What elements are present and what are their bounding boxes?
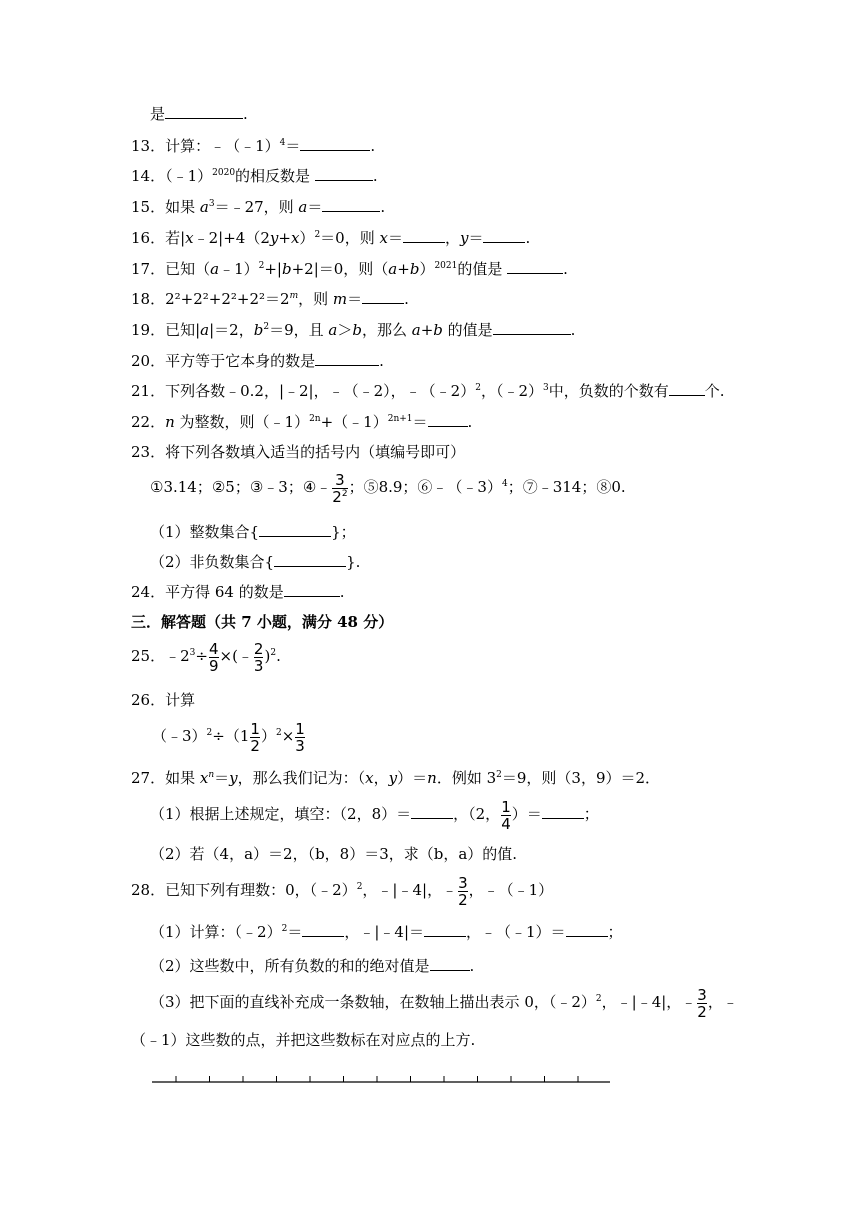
answer-blank[interactable] <box>362 289 404 304</box>
answer-blank[interactable] <box>315 166 373 181</box>
answer-blank[interactable] <box>302 922 344 937</box>
answer-blank[interactable] <box>507 259 563 274</box>
q12-tail: 是 . <box>150 105 248 123</box>
answer-blank[interactable] <box>542 804 584 819</box>
question-14: 14．（﹣1）$^{2020}$的相反数是 . <box>131 167 378 185</box>
question-21: 21．下列各数﹣0.2，|﹣2|，﹣（﹣2），﹣（﹣2）$^2$，（﹣2）$^3$中，负数的个数有 个. <box>131 382 725 400</box>
question-27-sub1: （1）根据上述规定，填空：（2，8）＝ ，（2， $\frac{1}{4}$ ）＝ ； <box>150 797 599 833</box>
question-17: 17．已知（a﹣1）$^2$+|b+2|＝0，则$(a+b)^{2021}$的值是 . <box>131 260 568 278</box>
question-23-sub1: （1）整数集合{ }； <box>150 523 356 541</box>
question-23-items: ①3.14；②5；③﹣3；④﹣ $\frac{3}{2^2}$ ；⑤8.9；⑥﹣（﹣3）$^4$；⑦﹣314；⑧0. <box>150 470 626 506</box>
question-28-sub2: （2）这些数中，所有负数的和的绝对值是 . <box>150 957 475 975</box>
question-28-sub3: （3）把下面的直线补充成一条数轴，在数轴上描出表示 0，（﹣2）$^2$，﹣|﹣4|，﹣ $\frac{3}{2}$ ，﹣ <box>150 985 738 1021</box>
answer-blank[interactable] <box>428 412 468 427</box>
answer-blank[interactable] <box>259 522 331 537</box>
answer-blank[interactable] <box>411 804 453 819</box>
question-28: 28．已知下列有理数：0，（﹣2）$^2$，﹣|﹣4|，﹣ $\frac{3}{2}$ ，﹣（﹣1） <box>131 873 554 909</box>
question-23: 23．将下列各数填入适当的括号内（填编号即可） <box>131 443 466 461</box>
question-24: 24．平方得 64 的数是 . <box>131 583 345 601</box>
answer-blank[interactable] <box>300 136 370 151</box>
answer-blank-y[interactable] <box>483 228 525 243</box>
number-line-ticks <box>176 1076 578 1082</box>
question-20: 20．平方等于它本身的数是 . <box>131 352 384 370</box>
section-heading: 三．解答题（共 7 小题，满分 48 分） <box>131 613 394 631</box>
answer-blank[interactable] <box>669 381 705 396</box>
answer-blank[interactable] <box>284 582 340 597</box>
question-26: 26．计算 <box>131 691 196 709</box>
answer-blank[interactable] <box>424 922 466 937</box>
number-line[interactable] <box>152 1072 610 1084</box>
question-15: 15．如果 $a^3=﹣27$，则 a＝ . <box>131 198 386 216</box>
question-13: 13．计算：﹣（﹣1）$^4$＝ . <box>131 137 376 155</box>
answer-blank[interactable] <box>274 552 346 567</box>
question-16: 16．若$|x﹣2|+4(2y+x)^2=0$，则 x＝ ，y＝ . <box>131 229 531 247</box>
answer-blank[interactable] <box>322 197 380 212</box>
question-27-sub2: （2）若（4，a）＝2，（b，8）＝3，求（b，a）的值. <box>150 845 518 863</box>
question-26-expr: （﹣3）$^2$÷（1 $\frac{1}{2}$ ）$^2$× $\frac{1}{3}$ <box>152 719 305 755</box>
fraction: $\frac{3}{2^2}$ <box>332 470 348 506</box>
question-18: 18．$2^2+2^2+2^2+2^2=2^m$，则 m＝ . <box>131 290 409 308</box>
question-23-sub2: （2）非负数集合{ }. <box>150 553 361 571</box>
question-19: 19．已知|a|＝2，$b^2=9$，且 a＞b，那么 a+b 的值是 . <box>131 321 576 339</box>
answer-blank[interactable] <box>315 351 379 366</box>
question-22: 22．n 为整数，则（﹣1）$^{2n}$+（﹣1）$^{2n+1}$＝ . <box>131 413 473 431</box>
question-28-sub1: （1）计算：（﹣2）$^2$＝ ，﹣|﹣4|＝ ，﹣（﹣1）＝ ； <box>150 923 623 941</box>
answer-blank[interactable] <box>430 956 470 971</box>
answer-blank-x[interactable] <box>403 228 445 243</box>
answer-blank[interactable] <box>566 922 608 937</box>
answer-blank[interactable] <box>493 320 571 335</box>
question-27: 27．如果 $x^n=y$，那么我们记为：（x，y）＝n．例如 $3^2=9$，则（3，9）＝2． <box>131 769 661 787</box>
question-28-sub3-cont: （﹣1）这些数的点，并把这些数标在对应点的上方. <box>131 1031 476 1049</box>
question-25: 25．$﹣2^3\div$ $\frac{4}{9}$ ×(﹣ $\frac{2}{3}$ )$^2$. <box>131 639 281 675</box>
answer-blank[interactable] <box>165 104 243 119</box>
